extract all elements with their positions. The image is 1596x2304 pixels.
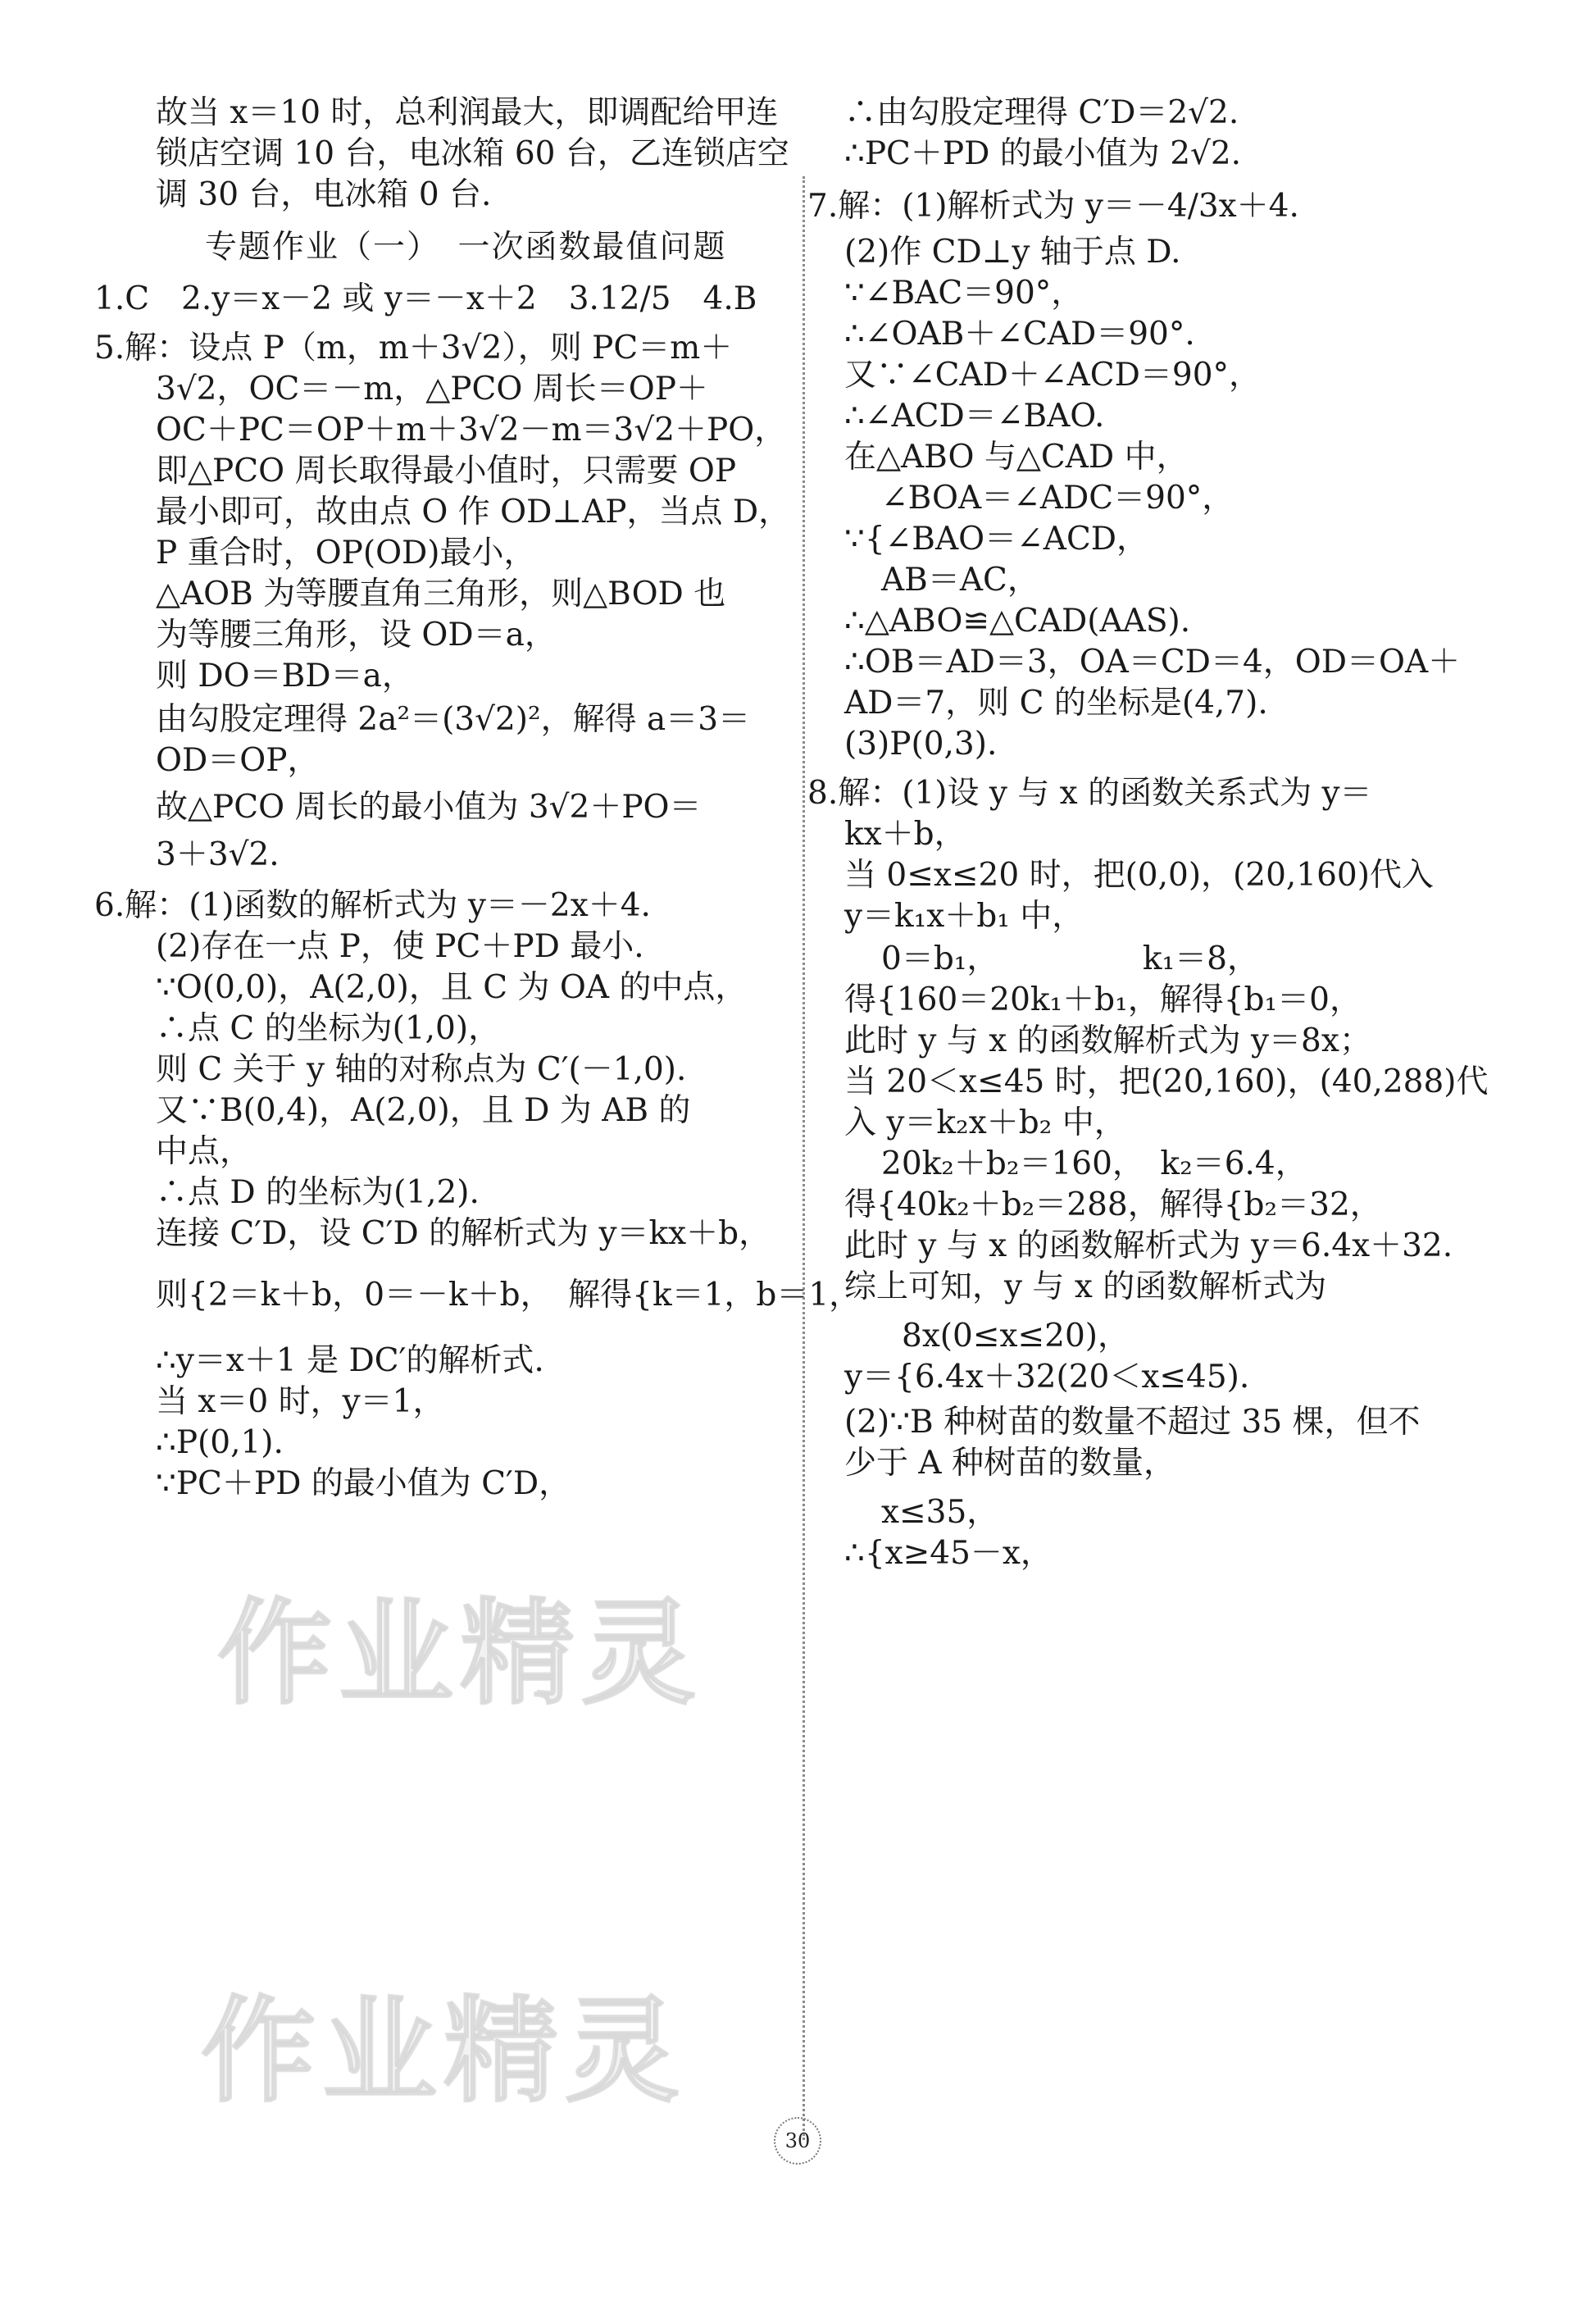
text-line: 1.C 2.y＝x－2 或 y＝－x＋2 3.12/5 4.B [94,280,757,317]
text-line: △AOB 为等腰直角三角形，则△BOD 也 [156,576,726,612]
text-line: 此时 y 与 x 的函数解析式为 y＝6.4x＋32. [844,1227,1453,1264]
text-line: 中点， [156,1133,252,1170]
text-line: 锁店空调 10 台，电冰箱 60 台，乙连锁店空 [156,135,789,172]
text-line: 在△ABO 与△CAD 中， [844,439,1189,476]
equation-system: 则{2＝k＋b，0＝－k＋b， 解得{k＝1，b＝1， [156,1277,862,1314]
text-line: 连接 C′D，设 C′D 的解析式为 y＝kx＋b， [156,1215,771,1252]
text-line: ∴∠OAB＋∠CAD＝90°. [844,316,1195,353]
text-line: ∴点 C 的坐标为(1,0)， [156,1010,501,1047]
text-line: ∵∠BAC＝90°， [844,275,1084,312]
text-line: (2)∵B 种树苗的数量不超过 35 棵，但不 [844,1404,1421,1441]
text-line: ∴PC＋PD 的最小值为 2√2. [844,135,1242,172]
text-line: 7.解：(1)解析式为 y＝－4/3x＋4. [807,188,1299,225]
text-line: 故当 x＝10 时，总利润最大，即调配给甲连 [156,94,779,131]
text-line: ∴由勾股定理得 C′D＝2√2. [844,94,1239,131]
text-line: 3√2，OC＝－m，△PCO 周长＝OP＋ [156,371,708,408]
text-line: 则 C 关于 y 轴的对称点为 C′(－1,0). [156,1051,687,1088]
equation-line: 8x(0≤x≤20)， [902,1318,1130,1355]
text-line: ∴点 D 的坐标为(1,2). [156,1174,480,1211]
text-line: 当 0≤x≤20 时，把(0,0)，(20,160)代入 [844,857,1434,894]
text-line: 8.解：(1)设 y 与 x 的函数关系式为 y＝ [807,775,1372,812]
text-line: 5.解：设点 P（m，m＋3√2），则 PC＝m＋ [94,330,733,367]
text-line: 综上可知，y 与 x 的函数解析式为 [844,1268,1327,1305]
equation-line: ∵{∠BAO＝∠ACD， [844,521,1149,558]
equation-line: 0＝b₁， k₁＝8， [881,940,1259,977]
section-title: 专题作业（一） 一次函数最值问题 [205,229,727,266]
watermark: 作业精灵 [217,1587,703,1721]
text-line: kx＋b， [844,816,966,853]
text-line: 故△PCO 周长的最小值为 3√2＋PO＝ [156,789,702,826]
equation-line: x≤35， [881,1494,999,1531]
text-line: 少于 A 种树苗的数量， [844,1445,1175,1482]
text-line: 当 x＝0 时，y＝1， [156,1383,445,1420]
text-line: 又∵∠CAD＋∠ACD＝90°， [844,357,1262,394]
text-line: 此时 y 与 x 的函数解析式为 y＝8x； [844,1022,1371,1059]
text-line: OC＋PC＝OP＋m＋3√2－m＝3√2＋PO， [156,412,787,449]
text-line: ∴OB＝AD＝3，OA＝CD＝4，OD＝OA＋ [844,644,1461,681]
equation-line: ∠BOA＝∠ADC＝90°， [881,480,1235,517]
equation-line: AB＝AC， [881,562,1039,599]
text-line: P 重合时，OP(OD)最小， [156,535,536,571]
equation-line: 得{40k₂＋b₂＝288，解得{b₂＝32， [844,1186,1382,1223]
text-line: (2)作 CD⊥y 轴于点 D. [844,234,1181,271]
text-line: (3)P(0,3). [844,726,998,763]
text-line: ∴P(0,1). [156,1424,284,1461]
text-line: OD＝OP， [156,742,320,779]
text-line: 调 30 台，电冰箱 0 台. [156,176,492,213]
text-line: y＝k₁x＋b₁ 中， [844,898,1084,935]
text-line: (2)存在一点 P，使 PC＋PD 最小. [156,928,644,965]
equation-line: 20k₂＋b₂＝160， k₂＝6.4， [881,1145,1307,1182]
text-line: 为等腰三角形，设 OD＝a， [156,617,557,653]
text-line: 则 DO＝BD＝a， [156,658,414,694]
text-line: 又∵B(0,4)，A(2,0)，且 D 为 AB 的 [156,1092,691,1129]
text-line: 即△PCO 周长取得最小值时，只需要 OP [156,453,737,489]
equation-line: 得{160＝20k₁＋b₁，解得{b₁＝0， [844,981,1362,1018]
text-line: 入 y＝k₂x＋b₂ 中， [844,1104,1126,1141]
text-line: AD＝7，则 C 的坐标是(4,7). [844,685,1268,722]
page-number: 30 [774,2117,821,2165]
text-line: ∵O(0,0)，A(2,0)，且 C 为 OA 的中点， [156,969,748,1006]
equation-line: ∴{x≥45－x， [844,1535,1053,1572]
text-line: 由勾股定理得 2a²＝(3√2)²，解得 a＝3＝ [156,701,751,738]
text-line: ∵PC＋PD 的最小值为 C′D， [156,1465,571,1502]
text-line: 3＋3√2. [156,836,280,873]
text-line: ∴∠ACD＝∠BAO. [844,398,1105,435]
equation-line: y＝{6.4x＋32(20＜x≤45). [844,1359,1250,1396]
column-divider [803,176,805,2140]
text-line: ∴y＝x＋1 是 DC′的解析式. [156,1342,544,1379]
text-line: 6.解：(1)函数的解析式为 y＝－2x＋4. [94,887,651,924]
text-line: 当 20＜x≤45 时，把(20,160)，(40,288)代 [844,1063,1489,1100]
watermark: 作业精灵 [201,1985,687,2119]
text-line: 最小即可，故由点 O 作 OD⊥AP，当点 D， [156,494,791,530]
text-line: ∴△ABO≌△CAD(AAS). [844,603,1191,640]
